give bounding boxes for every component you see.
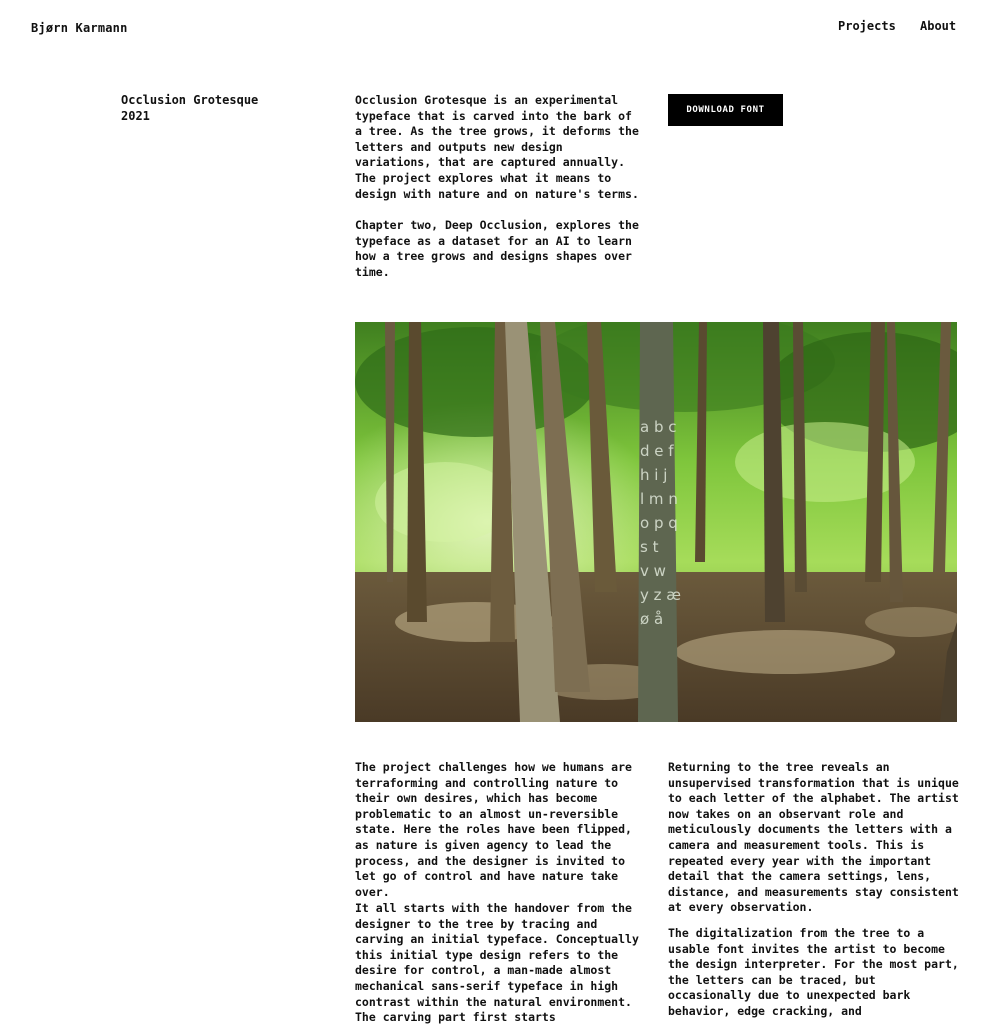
carved-letter-row: s t: [640, 538, 659, 556]
hero-photo-forest: [355, 322, 957, 722]
carved-letter-row: l m n: [640, 490, 678, 508]
intro-paragraph: Occlusion Grotesque is an experimental typeface that is carved into the bark of a tree. As the tree grows, it deforms the letters and outputs new design variations, that are captured annually. The project explores what it means to design with nature and on nature's terms.: [355, 93, 639, 201]
carved-letter-row: y z æ: [640, 586, 682, 604]
forest-illustration: [355, 322, 957, 722]
body-paragraph: The digitalization from the tree to a usable font invites the artist to become the design interpreter. For the most part, the letters can be traced, but occasionally due to unexpected bark behavior, edge cracking, and: [668, 926, 959, 1018]
project-title: Occlusion Grotesque: [121, 93, 259, 107]
carved-letter-row: h i j: [640, 466, 668, 484]
nav-projects-link[interactable]: Projects: [838, 19, 896, 33]
carved-letter-row: ø å: [640, 610, 664, 628]
carved-letter-row: o p q: [640, 514, 678, 532]
download-font-button[interactable]: DOWNLOAD FONT: [668, 94, 783, 126]
carved-letter-row: v w: [640, 562, 666, 580]
project-year: 2021: [121, 109, 150, 123]
body-paragraph: It all starts with the handover from the designer to the tree by tracing and carving an initial typeface. Conceptually this initial type design refers to the desire for control, a man-made almost mechanical sans-serif typeface in high contrast within the natural environment. The carving part first starts: [355, 901, 639, 1025]
carved-letter-row: a b c: [640, 418, 677, 436]
nav-about-link[interactable]: About: [920, 19, 957, 33]
intro-paragraph: Chapter two, Deep Occlusion, explores the typeface as a dataset for an AI to learn how a tree grows and designs shapes over time.: [355, 218, 639, 279]
body-paragraph: Returning to the tree reveals an unsupervised transformation that is unique to each letter of the alphabet. The artist now takes on an observant role and meticulously documents the letters with a camera and measurement tools. This is repeated every year with the important detail that the camera settings, lens, distance, and measurements stay consistent at every observation.: [668, 760, 959, 915]
site-name[interactable]: Bjørn Karmann: [31, 21, 128, 35]
body-paragraph: The project challenges how we humans are terraforming and controlling nature to their own desires, which has become problematic to an almost un-reversible state. Here the roles have been flipped, as nature is given agency to lead the process, and the designer is invited to let go of control and have nature take over.: [355, 760, 632, 899]
carved-letter-row: d e f: [640, 442, 674, 460]
